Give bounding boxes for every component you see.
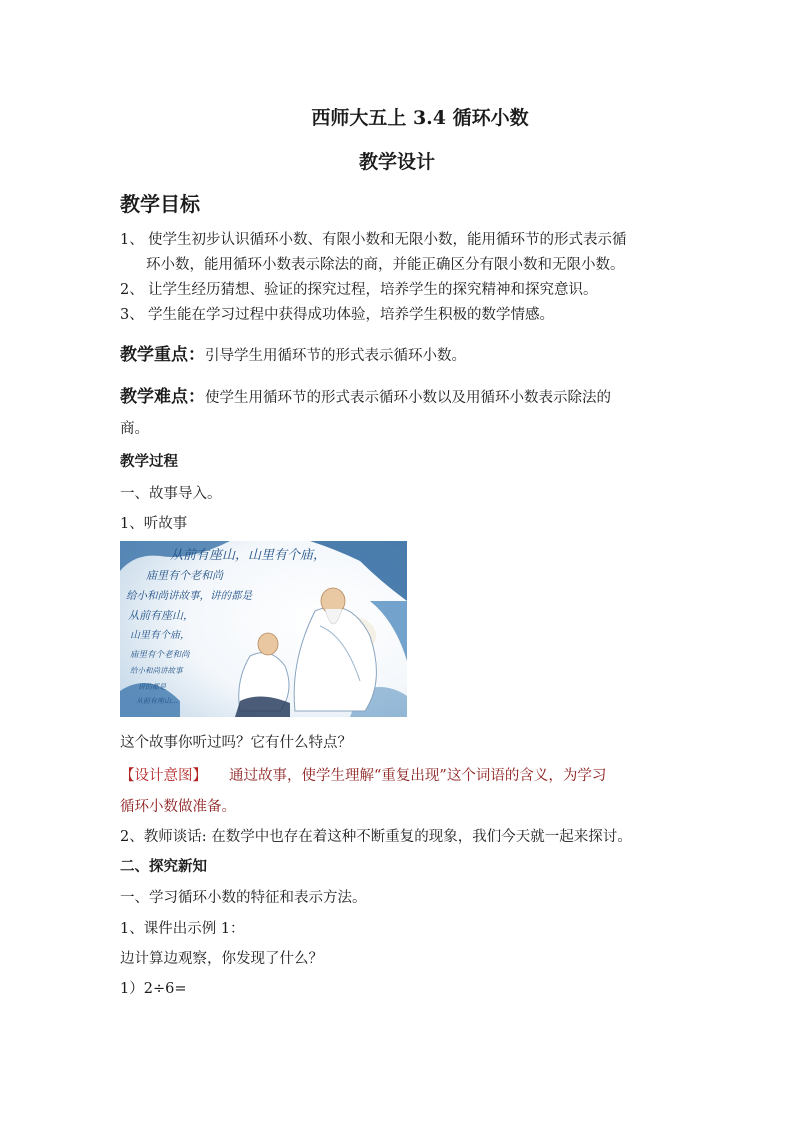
story-line-5: 山里有个庙， bbox=[130, 630, 190, 641]
design-intent-label: 【设计意图】 bbox=[120, 768, 207, 784]
objective-3-text: 学生能在学习过程中获得成功体验，培养学生积极的数学情感。 bbox=[148, 307, 554, 323]
difficulty-continued: 商。 bbox=[120, 421, 149, 437]
section-1-item-1: 1、听故事 bbox=[120, 516, 188, 532]
story-line-3: 给小和尚讲故事，讲的都是 bbox=[126, 590, 252, 602]
section-2-equation: 1）2÷6= bbox=[120, 981, 187, 997]
difficulty-label: 教学难点： bbox=[120, 387, 205, 407]
story-question: 这个故事你听过吗？它有什么特点？ bbox=[120, 735, 352, 751]
difficulty bbox=[120, 382, 611, 407]
process-heading: 教学过程 bbox=[120, 453, 178, 470]
key-point-label: 教学重点： bbox=[120, 345, 205, 365]
story-line-7: 给小和尚讲故事 bbox=[130, 666, 183, 675]
section-2-prompt: 边计算边观察，你发现了什么？ bbox=[120, 951, 323, 967]
objective-3-number: 3、 bbox=[120, 307, 144, 323]
objective-2-text: 让学生经历猜想、验证的探究过程，培养学生的探究精神和探究意识。 bbox=[148, 282, 598, 298]
story-line-6: 庙里有个老和尚 bbox=[130, 650, 190, 660]
story-line-1: 从前有座山，山里有个庙， bbox=[170, 548, 327, 563]
objectives-heading: 教学目标 bbox=[120, 192, 200, 216]
objective-1-line1: 使学生初步认识循环小数、有限小数和无限小数，能用循环节的形式表示循 bbox=[148, 232, 627, 248]
key-point bbox=[120, 340, 466, 365]
document-title: 西师大五上 3.4 循环小数 bbox=[311, 107, 529, 129]
section-2-title: 二、探究新知 bbox=[120, 858, 207, 875]
story-line-2: 庙里有个老和尚 bbox=[146, 569, 223, 582]
design-intent bbox=[120, 764, 606, 785]
section-1-title: 一、故事导入。 bbox=[120, 486, 222, 502]
story-line-4: 从前有座山， bbox=[128, 609, 194, 622]
story-line-8: 讲的都是 bbox=[138, 683, 166, 691]
story-illustration bbox=[120, 541, 407, 717]
difficulty-text: 使学生用循环节的形式表示循环小数以及用循环小数表示除法的 bbox=[205, 390, 611, 406]
story-line-9: 从前有座山… bbox=[136, 697, 178, 705]
objective-1-number: 1、 bbox=[120, 232, 144, 248]
design-intent-text: 通过故事，使学生理解“重复出现”这个词语的含义，为学习 bbox=[229, 768, 607, 784]
objective-1-line2: 环小数，能用循环小数表示除法的商，并能正确区分有限小数和无限小数。 bbox=[146, 257, 625, 273]
design-intent-continued: 循环小数做准备。 bbox=[120, 799, 236, 815]
section-1-item-2: 2、教师谈话: 在数学中也存在着这种不断重复的现象，我们今天就一起来探讨。 bbox=[120, 829, 632, 845]
story-illustration-art bbox=[120, 541, 407, 717]
key-point-text: 引导学生用循环节的形式表示循环小数。 bbox=[205, 348, 466, 364]
document-subtitle: 教学设计 bbox=[358, 151, 435, 173]
section-2-item-1: 1、课件出示例 1： bbox=[120, 921, 245, 937]
section-2-subtitle: 一、学习循环小数的特征和表示方法。 bbox=[120, 890, 367, 906]
objective-2-number: 2、 bbox=[120, 282, 144, 298]
